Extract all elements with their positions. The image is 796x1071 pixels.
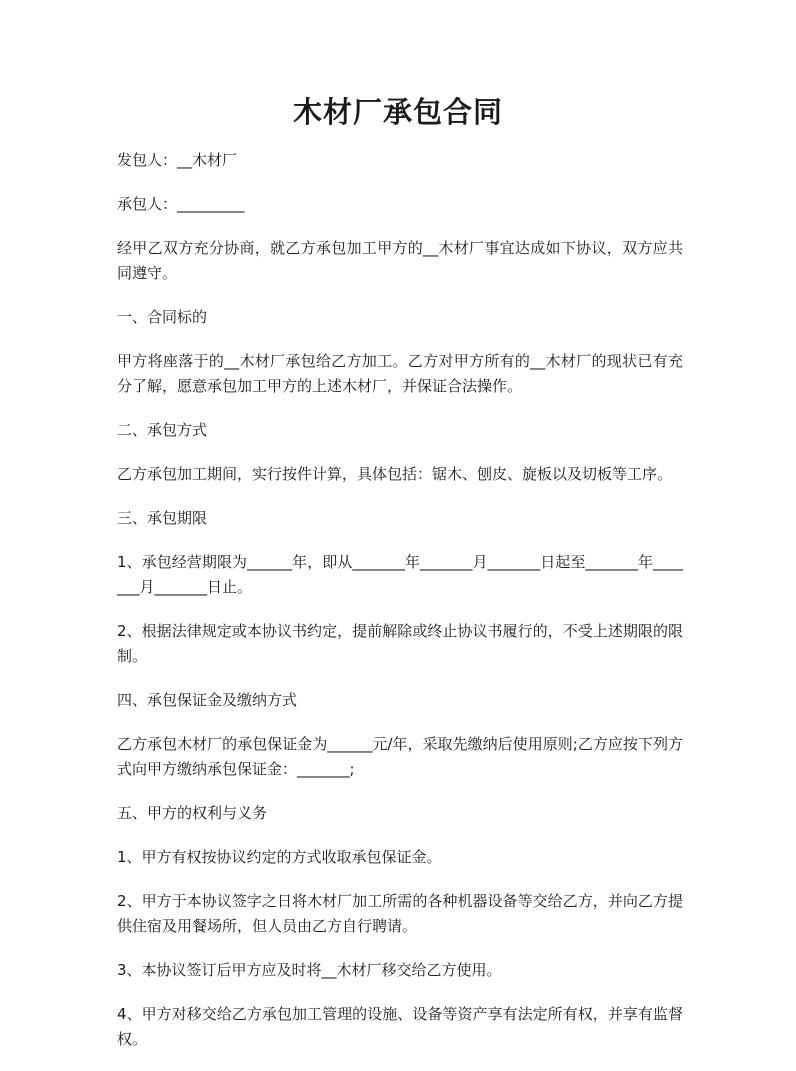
preamble-paragraph: 经甲乙双方充分协商，就乙方承包加工甲方的__木材厂事宜达成如下协议，双方应共同遵守。 (117, 239, 683, 282)
section-5-clause-3: 3、本协议签订后甲方应及时将__木材厂移交给乙方使用。 (117, 961, 502, 979)
section-3-clause-1: 1、承包经营期限为______年，即从_______年_______月_______日起至_______年_______月_______日止。 (117, 553, 683, 596)
section-5-clause-4: 4、甲方对移交给乙方承包加工管理的设施、设备等资产享有法定所有权，并享有监督权。 (117, 1005, 683, 1048)
document-body (117, 148, 683, 1071)
section-1-paragraph: 甲方将座落于的__木材厂承包给乙方加工。乙方对甲方所有的__木材厂的现状已有充分了解，愿意承包加工甲方的上述木材厂，并保证合法操作。 (117, 352, 683, 395)
section-5-clause-2: 2、甲方于本协议签字之日将木材厂加工所需的各种机器设备等交给乙方，并向乙方提供住宿及用餐场所，但人员由乙方自行聘请。 (117, 892, 683, 935)
section-heading-1: 一、合同标的 (117, 308, 208, 326)
party-b-line: 承包人：_________ (117, 195, 245, 213)
section-4-paragraph: 乙方承包木材厂的承包保证金为______元/年，采取先缴纳后使用原则;乙方应按下列方式向甲方缴纳承包保证金：_______; (117, 735, 683, 778)
section-heading-4: 四、承包保证金及缴纳方式 (117, 691, 298, 709)
section-heading-3: 三、承包期限 (117, 509, 208, 527)
section-3-clause-2: 2、根据法律规定或本协议书约定，提前解除或终止协议书履行的，不受上述期限的限制。 (117, 622, 683, 665)
section-5-clause-1: 1、甲方有权按协议约定的方式收取承包保证金。 (117, 848, 442, 866)
section-2-paragraph: 乙方承包加工期间，实行按件计算，具体包括：锯木、刨皮、旋板以及切板等工序。 (117, 465, 673, 483)
section-heading-5: 五、甲方的权利与义务 (117, 804, 268, 822)
party-a-line: 发包人：__木材厂 (117, 151, 238, 169)
section-heading-2: 二、承包方式 (117, 421, 208, 439)
document-title: 木材厂承包合同 (292, 95, 503, 129)
